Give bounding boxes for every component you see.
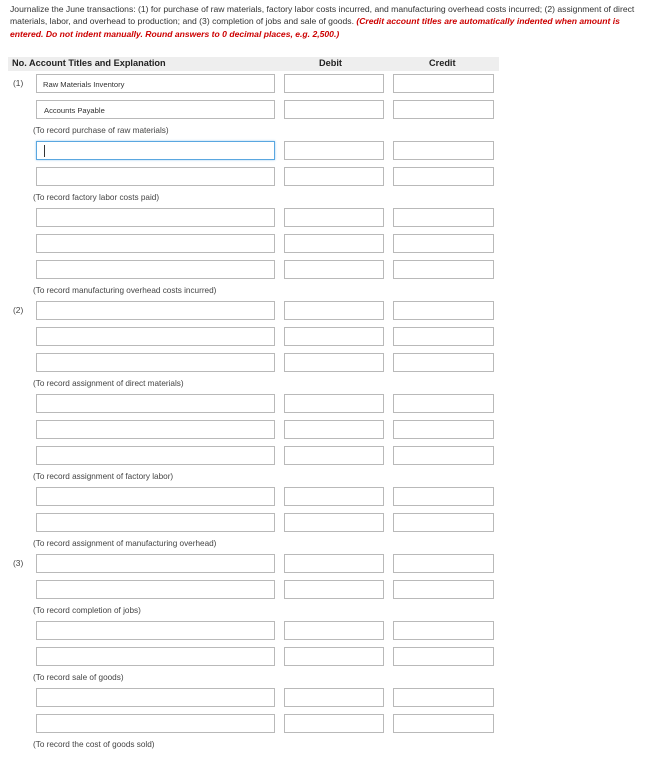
- account-title-input[interactable]: [36, 327, 275, 346]
- credit-input[interactable]: [393, 327, 494, 346]
- account-title-input[interactable]: [36, 714, 275, 733]
- entry-number: (3): [13, 558, 24, 568]
- debit-input[interactable]: [284, 647, 384, 666]
- entry-explanation: (To record manufacturing overhead costs incurred): [33, 286, 217, 295]
- entry-explanation: (To record assignment of direct materials): [33, 379, 184, 388]
- debit-input[interactable]: [284, 446, 384, 465]
- credit-input[interactable]: [393, 420, 494, 439]
- entry-number: (2): [13, 305, 24, 315]
- account-title-input[interactable]: Accounts Payable: [36, 100, 275, 119]
- entry-explanation: (To record completion of jobs): [33, 606, 141, 615]
- journal-row: [8, 647, 499, 668]
- credit-input[interactable]: [393, 688, 494, 707]
- instructions-text: Journalize the June transactions: (1) for purchase of raw materials, factory labor costs incurred, and manufacturing overhead costs incurred; (2) assignment of direct materials, labor, and overhead to production; and (3) completion of jobs and sale of goods.: [10, 4, 635, 27]
- credit-input[interactable]: [393, 513, 494, 532]
- account-title-input[interactable]: Raw Materials Inventory: [36, 74, 275, 93]
- debit-input[interactable]: [284, 353, 384, 372]
- credit-input[interactable]: [393, 167, 494, 186]
- account-title-input[interactable]: [36, 688, 275, 707]
- account-title-input[interactable]: [36, 353, 275, 372]
- credit-input[interactable]: [393, 353, 494, 372]
- credit-input[interactable]: [393, 301, 494, 320]
- journal-row: [8, 167, 499, 188]
- credit-input[interactable]: [393, 234, 494, 253]
- credit-input[interactable]: [393, 446, 494, 465]
- instructions: [10, 3, 654, 40]
- header-credit: Credit: [429, 58, 456, 68]
- journal-row: [8, 394, 499, 415]
- debit-input[interactable]: [284, 100, 384, 119]
- debit-input[interactable]: [284, 621, 384, 640]
- account-title-input[interactable]: [36, 621, 275, 640]
- journal-row: [8, 688, 499, 709]
- account-title-input[interactable]: [36, 554, 275, 573]
- credit-input[interactable]: [393, 580, 494, 599]
- journal-row: [8, 74, 499, 95]
- entry-explanation: (To record assignment of manufacturing overhead): [33, 539, 217, 548]
- header-debit: Debit: [319, 58, 342, 68]
- debit-input[interactable]: [284, 580, 384, 599]
- entry-explanation: (To record purchase of raw materials): [33, 126, 169, 135]
- account-title-input[interactable]: [36, 446, 275, 465]
- debit-input[interactable]: [284, 554, 384, 573]
- journal-row: [8, 580, 499, 601]
- text-caret: [44, 145, 45, 157]
- debit-input[interactable]: [284, 420, 384, 439]
- journal-row: [8, 446, 499, 467]
- account-title-input[interactable]: [36, 301, 275, 320]
- account-title-input[interactable]: [36, 208, 275, 227]
- journal-row: [8, 260, 499, 281]
- journal-row: [8, 327, 499, 348]
- journal-row: [8, 554, 499, 575]
- credit-input[interactable]: [393, 621, 494, 640]
- account-title-input[interactable]: [36, 167, 275, 186]
- credit-input[interactable]: [393, 74, 494, 93]
- instructions-note: (Credit account titles are automatically indented when amount is entered. Do not indent manually. Round answers to 0 decimal places, e.g. 2,500.): [10, 16, 620, 39]
- credit-input[interactable]: [393, 394, 494, 413]
- debit-input[interactable]: [284, 513, 384, 532]
- debit-input[interactable]: [284, 234, 384, 253]
- credit-input[interactable]: [393, 141, 494, 160]
- entry-explanation: (To record sale of goods): [33, 673, 124, 682]
- entry-number: (1): [13, 78, 24, 88]
- credit-input[interactable]: [393, 100, 494, 119]
- debit-input[interactable]: [284, 208, 384, 227]
- debit-input[interactable]: [284, 327, 384, 346]
- account-title-input[interactable]: [36, 487, 275, 506]
- entry-explanation: (To record the cost of goods sold): [33, 740, 155, 749]
- debit-input[interactable]: [284, 301, 384, 320]
- credit-input[interactable]: [393, 714, 494, 733]
- debit-input[interactable]: [284, 714, 384, 733]
- journal-row: [8, 621, 499, 642]
- journal-row: [8, 141, 499, 162]
- journal-row: [8, 208, 499, 229]
- credit-input[interactable]: [393, 260, 494, 279]
- debit-input[interactable]: [284, 394, 384, 413]
- entry-explanation: (To record factory labor costs paid): [33, 193, 160, 202]
- journal-row: [8, 714, 499, 735]
- debit-input[interactable]: [284, 688, 384, 707]
- account-title-input[interactable]: [36, 580, 275, 599]
- account-title-input[interactable]: [36, 420, 275, 439]
- credit-input[interactable]: [393, 208, 494, 227]
- journal-row: [8, 100, 499, 121]
- debit-input[interactable]: [284, 167, 384, 186]
- journal-row: [8, 234, 499, 255]
- account-title-input[interactable]: [36, 141, 275, 160]
- account-title-input[interactable]: [36, 234, 275, 253]
- debit-input[interactable]: [284, 74, 384, 93]
- debit-input[interactable]: [284, 487, 384, 506]
- debit-input[interactable]: [284, 141, 384, 160]
- account-title-input[interactable]: [36, 260, 275, 279]
- entry-explanation: (To record assignment of factory labor): [33, 472, 174, 481]
- journal-row: [8, 487, 499, 508]
- account-title-input[interactable]: [36, 513, 275, 532]
- credit-input[interactable]: [393, 554, 494, 573]
- journal-row: [8, 513, 499, 534]
- debit-input[interactable]: [284, 260, 384, 279]
- account-title-input[interactable]: [36, 647, 275, 666]
- account-title-input[interactable]: [36, 394, 275, 413]
- table-header: [8, 57, 499, 71]
- journal-row: [8, 353, 499, 374]
- credit-input[interactable]: [393, 487, 494, 506]
- journal-row: [8, 420, 499, 441]
- journal-row: [8, 301, 499, 322]
- header-account: No. Account Titles and Explanation: [12, 58, 166, 68]
- credit-input[interactable]: [393, 647, 494, 666]
